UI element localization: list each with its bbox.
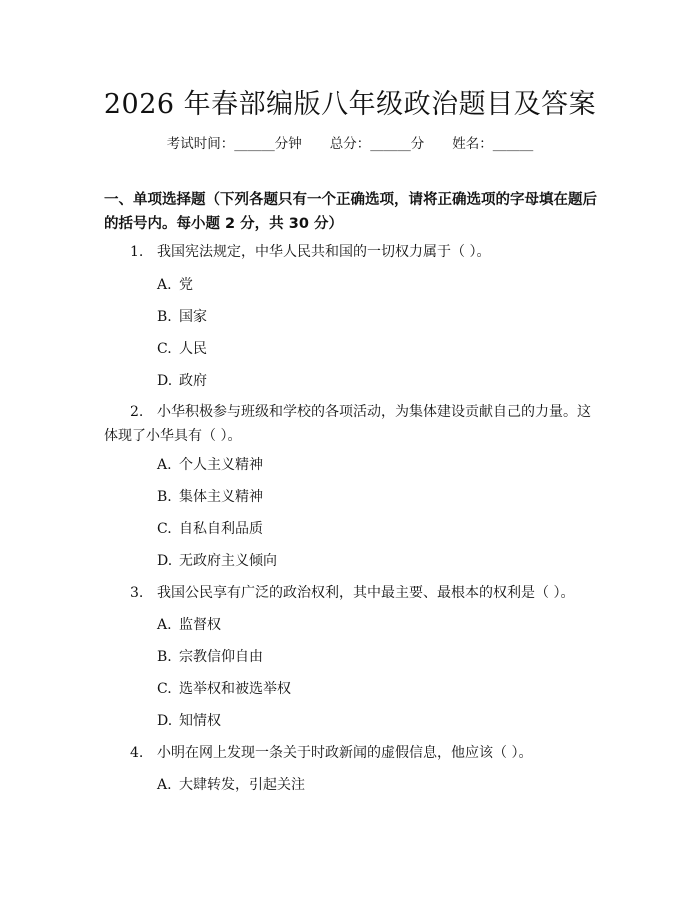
option-1a (157, 275, 193, 295)
option-3c (157, 679, 291, 699)
option-letter: B. (157, 309, 172, 325)
question-number: 2. (130, 404, 144, 420)
option-text: 无政府主义倾向 (179, 553, 277, 569)
option-text: 国家 (179, 309, 207, 325)
option-3b (157, 647, 263, 667)
option-letter: A. (157, 457, 172, 473)
question-1 (130, 240, 600, 264)
question-4 (130, 741, 600, 765)
time-unit: 分钟 (274, 136, 302, 152)
option-text: 集体主义精神 (179, 489, 263, 505)
option-letter: D. (157, 373, 173, 389)
option-letter: B. (157, 649, 172, 665)
option-letter: D. (157, 713, 173, 729)
name-label: 姓名： (452, 136, 493, 152)
page-title: 2026 年春部编版八年级政治题目及答案 (103, 89, 597, 120)
option-text: 自私自利品质 (179, 521, 263, 537)
option-text: 宗教信仰自由 (179, 649, 263, 665)
option-letter: A. (157, 277, 172, 293)
time-blank: ______ (234, 136, 275, 152)
option-text: 大肆转发，引起关注 (179, 777, 305, 793)
option-1c (157, 339, 207, 359)
option-text: 党 (179, 277, 193, 293)
option-2a (157, 455, 263, 475)
time-label: 考试时间： (166, 136, 235, 152)
option-4a (157, 775, 305, 795)
option-2c (157, 519, 263, 539)
question-3 (130, 581, 600, 605)
option-1b (157, 307, 207, 327)
option-letter: C. (157, 521, 172, 537)
option-letter: C. (157, 341, 172, 357)
option-2d (157, 551, 277, 571)
option-letter: A. (157, 617, 172, 633)
score-label: 总分： (329, 136, 371, 152)
option-text: 政府 (179, 373, 207, 389)
option-3d (157, 711, 221, 731)
question-number: 1. (130, 244, 144, 260)
score-blank: ______ (370, 136, 411, 152)
option-letter: B. (157, 489, 172, 505)
question-text: 小明在网上发现一条关于时政新闻的虚假信息，他应该（ ）。 (157, 745, 533, 761)
question-text: 我国宪法规定，中华人民共和国的一切权力属于（ ）。 (157, 244, 491, 260)
option-2b (157, 487, 263, 507)
question-text: 我国公民享有广泛的政治权利，其中最主要、最根本的权利是（ ）。 (157, 585, 575, 601)
option-3a (157, 615, 221, 635)
section-heading: 一、单项选择题（下列各题只有一个正确选项，请将正确选项的字母填在题后的括号内。每小题 2 分，共 30 分） (104, 192, 597, 232)
question-2 (104, 400, 604, 448)
question-number: 3. (130, 585, 144, 601)
option-text: 监督权 (179, 617, 221, 633)
option-letter: D. (157, 553, 173, 569)
option-text: 知情权 (179, 713, 221, 729)
score-unit: 分 (410, 136, 425, 152)
question-number: 4. (130, 745, 144, 761)
exam-info-line (0, 132, 700, 152)
option-text: 选举权和被选举权 (179, 681, 291, 697)
name-blank: ______ (492, 136, 534, 152)
option-letter: A. (157, 777, 172, 793)
option-letter: C. (157, 681, 172, 697)
option-1d (157, 371, 207, 391)
option-text: 人民 (179, 341, 207, 357)
option-text: 个人主义精神 (179, 457, 263, 473)
question-text: 小华积极参与班级和学校的各项活动，为集体建设贡献自己的力量。这体现了小华具有（ ）。 (104, 404, 591, 444)
